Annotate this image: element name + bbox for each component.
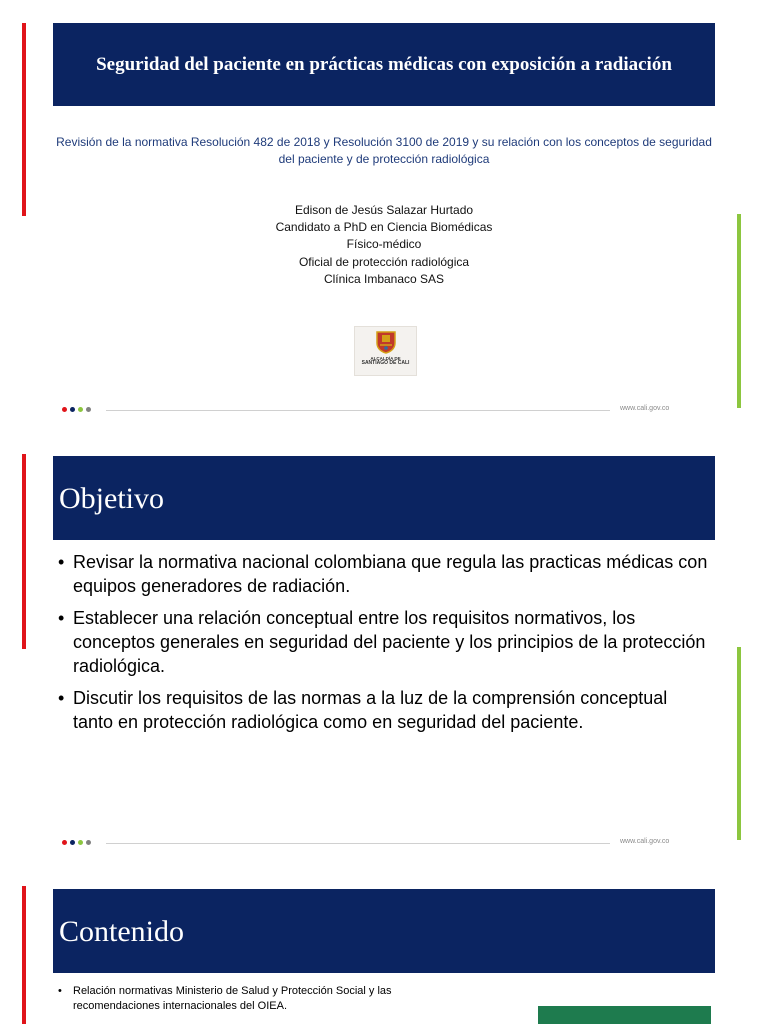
slide-title: [0, 0, 768, 432]
footer-dot-navy: [70, 840, 75, 845]
list-item: • Establecer una relación conceptual entre los requisitos normativos, los conceptos generales en seguridad del paciente y los principios de la protección radiológica.: [58, 606, 708, 678]
coat-of-arms-icon: [375, 330, 397, 354]
presentation-title: Seguridad del paciente en prácticas médicas con exposición a radiación: [96, 53, 672, 75]
footer-dot-green: [78, 840, 83, 845]
footer-url: www.cali.gov.co: [620, 405, 670, 412]
author-degree: Candidato a PhD en Ciencia Biomédicas: [275, 220, 493, 235]
footer-dot-gray: [86, 407, 91, 412]
slide-heading: Objetivo: [59, 482, 164, 515]
footer-divider: [106, 410, 610, 411]
green-accent-bar: [737, 214, 741, 408]
slide-footer: [62, 405, 682, 415]
author-institution: Clínica Imbanaco SAS: [323, 271, 445, 286]
title-banner: [53, 23, 715, 106]
title-banner: [53, 456, 715, 540]
footer-dots: [62, 840, 91, 845]
list-item: • Discutir los requisitos de las normas a la luz de la comprensión conceptual tanto en protección radiológica como en seguridad del paciente.: [58, 686, 708, 734]
list-item: • Relación normativas Ministerio de Salud y Protección Social y las recomendaciones internacionales del OIEA.: [58, 984, 478, 1014]
footer-dot-red: [62, 407, 67, 412]
green-accent-bar: [737, 647, 741, 840]
author-name: Edison de Jesús Salazar Hurtado: [294, 203, 474, 217]
author-block: [53, 202, 715, 288]
alcaldia-logo: [354, 326, 417, 376]
slide-objetivo: [0, 432, 768, 864]
footer-dots: [62, 407, 91, 412]
content-list: [58, 984, 478, 1014]
slide-heading: Contenido: [59, 915, 184, 948]
footer-dot-navy: [70, 407, 75, 412]
objective-list: [58, 550, 708, 742]
footer-divider: [106, 843, 610, 844]
footer-dot-gray: [86, 840, 91, 845]
author-position: Oficial de protección radiológica: [298, 254, 470, 269]
slide-footer: [62, 838, 682, 848]
logo-text-line1: ALCALDÍA DE: [370, 356, 401, 361]
author-role: Físico-médico: [346, 237, 422, 252]
footer-dot-red: [62, 840, 67, 845]
red-accent-bar: [22, 23, 26, 216]
slide-contenido: [0, 864, 768, 1024]
logo-text-line2: SANTIAGO DE CALI: [361, 360, 410, 366]
red-accent-bar: [22, 454, 26, 649]
presentation-subtitle: Revisión de la normativa Resolución 482 de 2018 y Resolución 3100 de 2019 y su relación con los conceptos de seguridad del paciente y de protección radiológica: [56, 135, 712, 166]
footer-dot-green: [78, 407, 83, 412]
red-accent-bar: [22, 886, 26, 1024]
green-panel: [538, 1006, 711, 1024]
footer-url: www.cali.gov.co: [620, 838, 670, 845]
list-item: • Revisar la normativa nacional colombiana que regula las practicas médicas con equipos generadores de radiación.: [58, 550, 708, 598]
title-banner: [53, 889, 715, 973]
